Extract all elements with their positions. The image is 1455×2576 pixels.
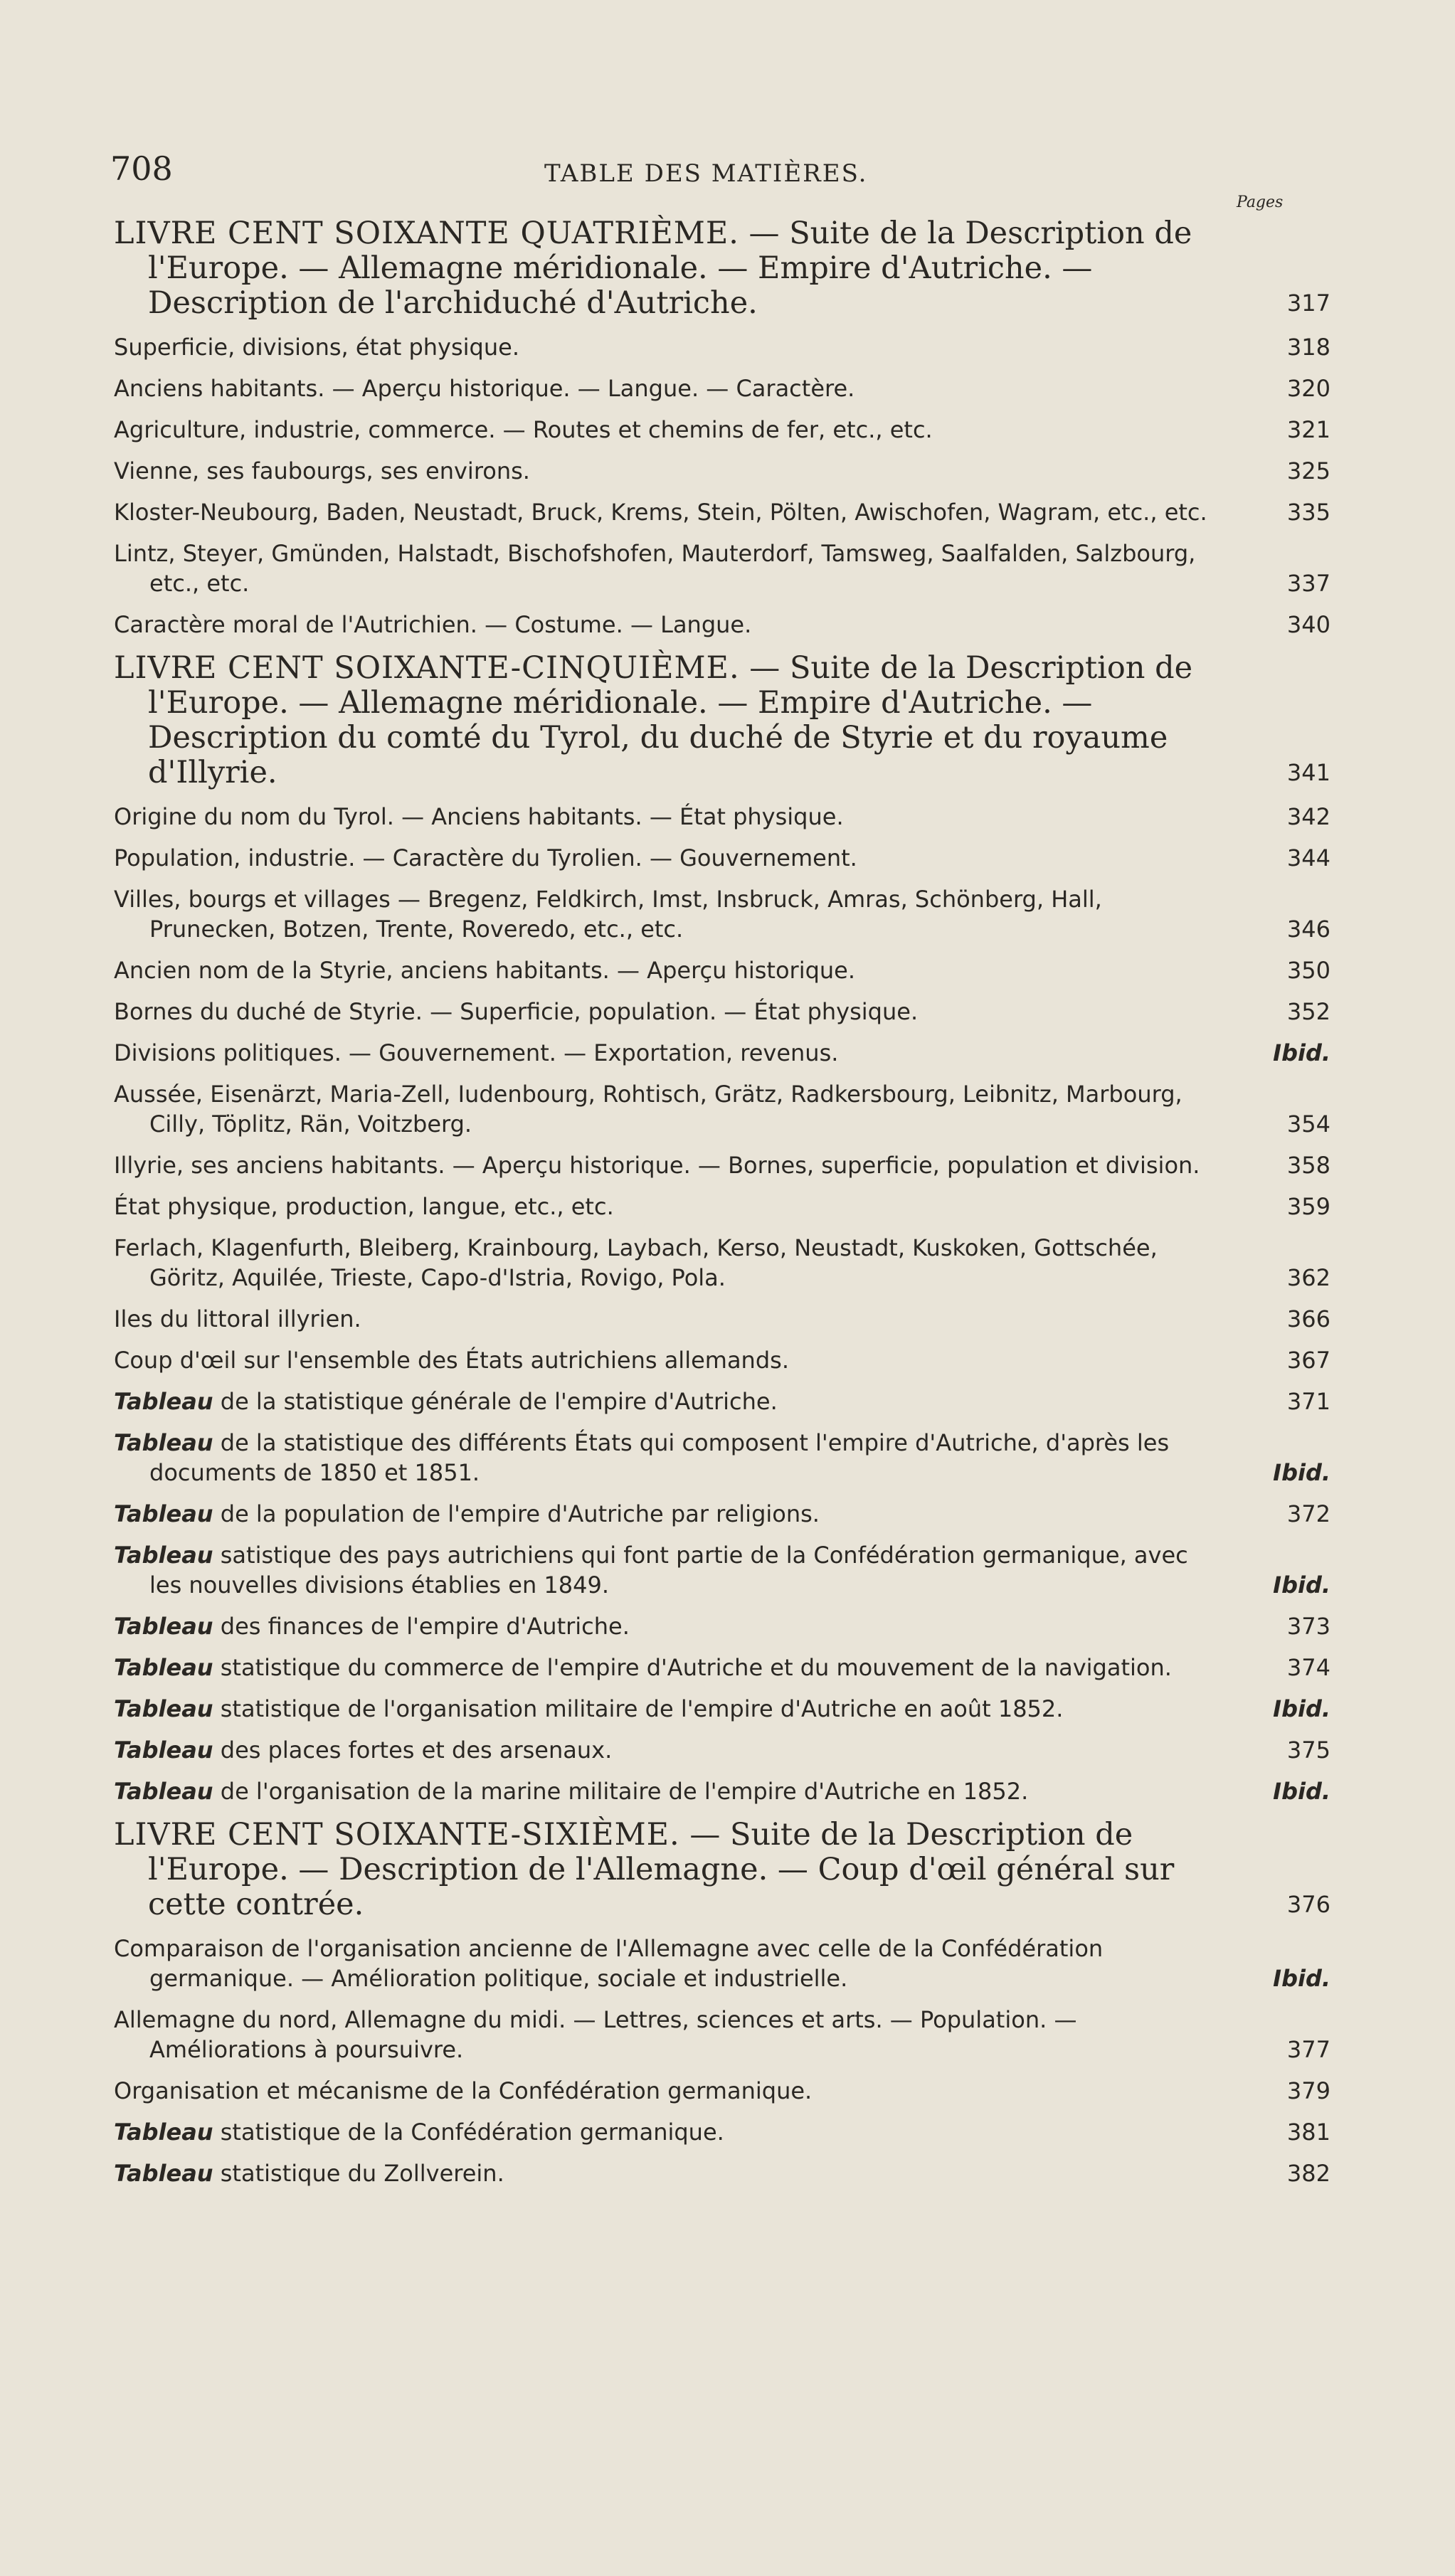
tableau-label: Tableau [114, 1429, 213, 1456]
entry-description: Coup d'œil sur l'ensemble des États autrichiens allemands. [114, 1347, 789, 1374]
page-reference: 359 [1286, 1193, 1330, 1220]
entry-description: des places fortes et des arsenaux. [213, 1737, 613, 1764]
page-reference: 354 [1286, 1111, 1330, 1138]
entry-text [114, 1428, 1330, 1488]
tableau-label: Tableau [114, 1500, 213, 1527]
entry-text [114, 1038, 1330, 1068]
page-reference: 373 [1286, 1613, 1330, 1640]
entry-description: — Suite de la Description de l'Europe. — Allemagne méridionale. — Empire d'Autriche. — Description du comté du Tyrol, du duché de Styrie et du royaume d'Illyrie. [148, 650, 1193, 790]
page-reference: 340 [1286, 611, 1330, 638]
page-reference: 335 [1286, 499, 1330, 526]
running-title: TABLE DES MATIÈRES. [544, 159, 868, 188]
toc-entry [114, 539, 1330, 598]
toc-entry [114, 456, 1330, 486]
entry-text [114, 1079, 1330, 1139]
toc-entry [114, 497, 1330, 527]
entry-text [114, 1611, 1330, 1641]
toc-entry [114, 2117, 1330, 2147]
toc-entry [114, 1735, 1330, 1765]
tableau-label: Tableau [114, 1388, 213, 1415]
entry-text [114, 1233, 1330, 1293]
page-reference: 377 [1286, 2036, 1330, 2063]
toc-entry [114, 997, 1330, 1027]
toc-book-heading [114, 216, 1330, 321]
toc-entry [114, 373, 1330, 403]
toc-entry [114, 1233, 1330, 1293]
page-reference: 352 [1286, 998, 1330, 1025]
tableau-label: Tableau [114, 1654, 213, 1681]
entry-text [114, 1150, 1330, 1180]
page-reference: 381 [1286, 2119, 1330, 2146]
page-reference: 379 [1286, 2077, 1330, 2104]
page-reference: Ibid. [1273, 1571, 1330, 1599]
entry-description: Kloster-Neubourg, Baden, Neustadt, Bruck, Krems, Stein, Pölten, Awischofen, Wagram, etc., etc. [114, 499, 1207, 526]
page-reference: 376 [1286, 1891, 1330, 1918]
toc-entry [114, 1499, 1330, 1529]
entry-text [114, 1499, 1330, 1529]
entry-text [114, 1387, 1330, 1416]
page-reference: 358 [1286, 1152, 1330, 1179]
entry-description: statistique du Zollverein. [213, 2160, 504, 2187]
page-reference: 342 [1286, 803, 1330, 830]
entry-text [114, 1345, 1330, 1375]
tableau-label: Tableau [114, 2160, 213, 2187]
entry-description: Ancien nom de la Styrie, anciens habitants. — Aperçu historique. [114, 957, 856, 984]
page-reference: 366 [1286, 1305, 1330, 1332]
toc-book-heading [114, 1818, 1330, 1922]
page-reference: Ibid. [1273, 1965, 1330, 1992]
page-reference: 320 [1286, 375, 1330, 402]
toc-entry [114, 1428, 1330, 1488]
entry-text [114, 332, 1330, 362]
entry-description: Divisions politiques. — Gouvernement. — Exportation, revenus. [114, 1039, 839, 1066]
toc-entry [114, 1653, 1330, 1682]
pages-column-label: Pages [1237, 194, 1284, 211]
entry-text [114, 1735, 1330, 1765]
toc-entry [114, 1192, 1330, 1221]
entry-description: des finances de l'empire d'Autriche. [213, 1613, 630, 1640]
entry-text [114, 1818, 1330, 1922]
entry-description: Ferlach, Klagenfurth, Bleiberg, Krainbourg, Laybach, Kerso, Neustadt, Kuskoken, Gottschée, Göritz, Aquilée, Trieste, Capo-d'Istria, Rovigo, Pola. [114, 1234, 1158, 1291]
page-header [110, 149, 1330, 211]
entry-description: statistique de l'organisation militaire de l'empire d'Autriche en août 1852. [213, 1695, 1064, 1722]
toc-entry [114, 1387, 1330, 1416]
entry-text [114, 1304, 1330, 1334]
toc-entry [114, 1540, 1330, 1600]
tableau-label: Tableau [114, 2119, 213, 2146]
entry-description: statistique de la Confédération germanique. [213, 2119, 724, 2146]
toc-entry [114, 2158, 1330, 2188]
toc-entry [114, 1150, 1330, 1180]
tableau-label: Tableau [114, 1613, 213, 1640]
entry-text [114, 2117, 1330, 2147]
toc-entry [114, 1776, 1330, 1806]
page-reference: 321 [1286, 416, 1330, 443]
entry-text [114, 415, 1330, 445]
tableau-label: Tableau [114, 1695, 213, 1722]
entry-text [114, 997, 1330, 1027]
entry-description: satistique des pays autrichiens qui font partie de la Confédération germanique, avec les nouvelles divisions établies en 1849. [149, 1542, 1188, 1599]
book-title: LIVRE CENT SOIXANTE QUATRIÈME. [114, 216, 739, 251]
entry-description: Iles du littoral illyrien. [114, 1305, 361, 1332]
entry-description: Bornes du duché de Styrie. — Superficie, population. — État physique. [114, 998, 919, 1025]
entry-description: État physique, production, langue, etc., etc. [114, 1193, 614, 1220]
toc-entry [114, 1038, 1330, 1068]
entry-description: — Suite de la Description de l'Europe. — Description de l'Allemagne. — Coup d'œil général sur cette contrée. [148, 1817, 1175, 1922]
page-reference: 367 [1286, 1347, 1330, 1374]
entry-description: de la population de l'empire d'Autriche par religions. [213, 1500, 820, 1527]
toc-entry [114, 610, 1330, 640]
entry-description: de la statistique des différents États qui composent l'empire d'Autriche, d'après les documents de 1850 et 1851. [149, 1429, 1170, 1486]
entry-description: Organisation et mécanisme de la Confédération germanique. [114, 2077, 813, 2104]
entry-description: Origine du nom du Tyrol. — Anciens habitants. — État physique. [114, 803, 844, 830]
entry-text [114, 539, 1330, 598]
entry-text [114, 802, 1330, 832]
toc-entry [114, 2005, 1330, 2064]
toc-entry [114, 802, 1330, 832]
toc-entry [114, 1611, 1330, 1641]
entry-text [114, 456, 1330, 486]
toc-entry [114, 1079, 1330, 1139]
entry-description: Population, industrie. — Caractère du Tyrolien. — Gouvernement. [114, 844, 857, 871]
entry-description: Lintz, Steyer, Gmünden, Halstadt, Bischofshofen, Mauterdorf, Tamsweg, Saalfalden, Salzbourg, etc., etc. [114, 540, 1196, 597]
toc-entry [114, 415, 1330, 445]
entry-text [114, 373, 1330, 403]
page-reference: 346 [1286, 916, 1330, 943]
page-reference: 337 [1286, 570, 1330, 597]
page-reference: 318 [1286, 334, 1330, 361]
entry-text [114, 884, 1330, 944]
page-reference: 341 [1286, 759, 1330, 786]
toc-entry [114, 1934, 1330, 1993]
page-reference: 374 [1286, 1654, 1330, 1681]
toc-entry [114, 1345, 1330, 1375]
entry-text [114, 955, 1330, 985]
tableau-label: Tableau [114, 1778, 213, 1805]
entry-description: Villes, bourgs et villages — Bregenz, Feldkirch, Imst, Insbruck, Amras, Schönberg, Hall, Prunecken, Botzen, Trente, Roveredo, etc., etc. [114, 886, 1102, 943]
entry-description: Caractère moral de l'Autrichien. — Costume. — Langue. [114, 611, 752, 638]
entry-text [114, 1694, 1330, 1724]
entry-text [114, 1192, 1330, 1221]
entry-description: Agriculture, industrie, commerce. — Routes et chemins de fer, etc., etc. [114, 416, 933, 443]
entry-description: Anciens habitants. — Aperçu historique. — Langue. — Caractère. [114, 375, 855, 402]
entry-description: de l'organisation de la marine militaire de l'empire d'Autriche en 1852. [213, 1778, 1029, 1805]
tableau-label: Tableau [114, 1542, 213, 1569]
toc-entry [114, 332, 1330, 362]
toc-entry [114, 1304, 1330, 1334]
page-reference: 317 [1286, 290, 1330, 317]
entry-description: de la statistique générale de l'empire d'Autriche. [213, 1388, 778, 1415]
page-reference: 375 [1286, 1737, 1330, 1764]
entry-text [114, 1540, 1330, 1600]
entry-description: Superficie, divisions, état physique. [114, 334, 519, 361]
page-number: 708 [110, 149, 173, 188]
page-reference: 344 [1286, 844, 1330, 871]
entry-description: statistique du commerce de l'empire d'Autriche et du mouvement de la navigation. [213, 1654, 1172, 1681]
entry-description: Illyrie, ses anciens habitants. — Aperçu historique. — Bornes, superficie, population et division. [114, 1152, 1200, 1179]
page-reference: Ibid. [1273, 1039, 1330, 1066]
toc-entry [114, 1694, 1330, 1724]
entry-text [114, 497, 1330, 527]
entry-text [114, 1934, 1330, 1993]
entry-description: Allemagne du nord, Allemagne du midi. — Lettres, sciences et arts. — Population. — Améliorations à poursuivre. [114, 2006, 1077, 2063]
tableau-label: Tableau [114, 1737, 213, 1764]
entry-text [114, 216, 1330, 321]
entry-text [114, 2158, 1330, 2188]
page-reference: Ibid. [1273, 1778, 1330, 1805]
page-reference: 350 [1286, 957, 1330, 984]
table-of-contents [114, 213, 1330, 2200]
entry-text [114, 1776, 1330, 1806]
entry-text [114, 2005, 1330, 2064]
book-title: LIVRE CENT SOIXANTE-SIXIÈME. [114, 1817, 680, 1853]
toc-book-heading [114, 651, 1330, 790]
entry-description: Aussée, Eisenärzt, Maria-Zell, Iudenbourg, Rohtisch, Grätz, Radkersbourg, Leibnitz, Marbourg, Cilly, Töplitz, Rän, Voitzberg. [114, 1081, 1182, 1138]
entry-description: — Suite de la Description de l'Europe. — Allemagne méridionale. — Empire d'Autriche. — Description de l'archiduché d'Autriche. [148, 216, 1192, 321]
page-reference: 382 [1286, 2160, 1330, 2187]
page-reference: 325 [1286, 457, 1330, 484]
entry-description: Comparaison de l'organisation ancienne de l'Allemagne avec celle de la Confédération germanique. — Amélioration politique, sociale et industrielle. [114, 1935, 1104, 1992]
toc-entry [114, 884, 1330, 944]
page-reference: 362 [1286, 1264, 1330, 1291]
entry-text [114, 610, 1330, 640]
page-reference: 371 [1286, 1388, 1330, 1415]
entry-text [114, 651, 1330, 790]
entry-description: Vienne, ses faubourgs, ses environs. [114, 457, 530, 484]
page-reference: 372 [1286, 1500, 1330, 1527]
entry-text [114, 1653, 1330, 1682]
toc-entry [114, 843, 1330, 873]
entry-text [114, 843, 1330, 873]
toc-entry [114, 2076, 1330, 2106]
toc-entry [114, 955, 1330, 985]
page-reference: Ibid. [1273, 1695, 1330, 1722]
page-reference: Ibid. [1273, 1459, 1330, 1486]
book-title: LIVRE CENT SOIXANTE-CINQUIÈME. [114, 650, 740, 686]
entry-text [114, 2076, 1330, 2106]
